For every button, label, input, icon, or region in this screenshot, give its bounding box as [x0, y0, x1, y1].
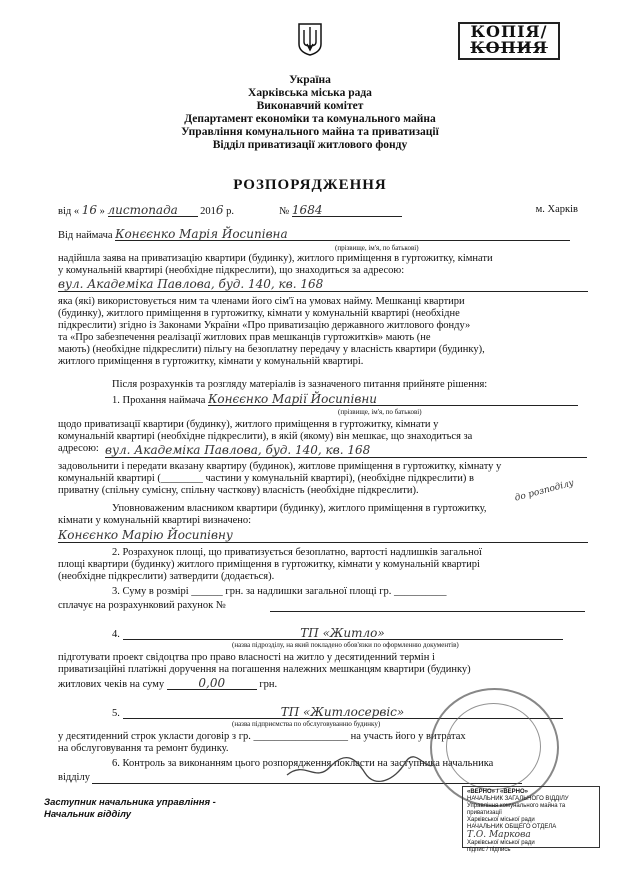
para3-line-3: адресою: [58, 443, 99, 454]
handwritten-note: до розподілу [513, 478, 576, 504]
item6: 6. Контроль за виконанням цього розпорядження покласти на заступника начальника [112, 758, 494, 769]
copy-stamp [458, 22, 560, 60]
item2-line-1: 2. Розрахунок площі, що приватизується безоплатно, вартості надлишків загальної [112, 547, 482, 558]
item5-caption: (назва підприємства по обслуговуванню будинку) [232, 720, 381, 728]
address2-field: вул. Академіка Павлова, буд. 140, кв. 168 [105, 443, 587, 458]
header-country: Україна [289, 74, 331, 86]
decision-intro: Після розрахунків та розгляду матеріалів із зазначеного питання прийняте рішення: [112, 379, 488, 390]
item1-line [112, 393, 587, 407]
stamp-signatory: Т.О. Маркова [467, 830, 531, 840]
para7-line-1: у десятиденний строк укласти договір з гр. __________________ на участь його у витратах [58, 731, 466, 742]
stamp-line-8: підпис / підпись [467, 847, 511, 853]
item2 [58, 547, 588, 583]
checks-label: житлових чеків на суму [58, 679, 165, 690]
date-day: 16 [81, 203, 97, 217]
tenant-name: Конєєнко Марія Йосипівна [115, 228, 570, 241]
para7-line-2: на обслуговування та ремонт будинку. [58, 743, 229, 754]
para1-line-2: у комунальній квартирі (необхідне підкреслити), що знаходиться за адресою: [58, 265, 405, 276]
footer-signature-block [44, 797, 216, 821]
date-year-prefix: 201 [200, 206, 216, 217]
para5-line-1: Уповноваженим власником квартири (будинку), житлого приміщення в гуртожитку, [112, 503, 487, 514]
item1-name: Конєєнко Марії Йосипівни [208, 393, 578, 406]
stamp-line-4: Харківської міської ради [467, 817, 535, 823]
item6b: відділу [58, 772, 90, 783]
header-committee: Виконавчий комітет [256, 100, 364, 112]
item5-value: ТП «Житлосервіс» [123, 706, 563, 719]
checks-unit: грн. [259, 679, 278, 690]
checks-value: 0,00 [167, 677, 257, 690]
item4-line [112, 627, 587, 641]
item1-label: 1. Прохання наймача [112, 395, 206, 406]
item2-line-3: (необхідне підкреслити) затвердити (додається). [58, 571, 275, 582]
stamp-line-1: «ВЕРНО» / «ВЕРНО» [467, 789, 529, 795]
item2-line-2: площі квартири (будинку) житлого приміщення в гуртожитку, кімнати у комунальній квартирі [58, 559, 480, 570]
stamp-line-7: Харківської міської ради [467, 840, 535, 846]
para2-line-5: мають) (необхідне підкреслити) пільгу на безоплатну передачу у власність квартири (будинку), [58, 344, 485, 355]
document-title: РОЗПОРЯДЖЕННЯ [233, 177, 387, 193]
tenant-line [58, 228, 588, 242]
para5-line-2: кімнати у комунальній квартирі визначено: [58, 515, 252, 526]
owner-field: Конєєнко Марію Йосипівну [58, 528, 588, 543]
header-division: Відділ приватизації житлового фонду [212, 139, 408, 151]
copy-stamp-line-1: КОПІЯ/ [470, 22, 548, 41]
date-year-suffix: р. [226, 206, 235, 217]
tenant-caption: (прізвище, ім'я, по батькові) [335, 244, 419, 252]
para5 [58, 503, 588, 527]
para2-line-4: та «Про забезпечення реалізації житлових прав мешканців гуртожитків» мають (не [58, 332, 431, 343]
date-mid: » [99, 206, 105, 217]
copy-stamp-line-2: КОПИЯ [470, 38, 548, 57]
header-directorate: Управління комунального майна та приватизації [181, 126, 439, 138]
stamp-line-3: Управління комунального майна та приватизації [467, 803, 566, 816]
verified-stamp [462, 786, 600, 853]
date-month: листопада [108, 204, 198, 217]
para2-line-6: житлого приміщення в гуртожитку, кімнати у комунальній квартирі. [58, 356, 364, 367]
city: м. Харків [535, 204, 578, 215]
item5-label: 5. [112, 708, 120, 719]
para3-line-2: комунальній квартирі (необхідне підкреслити), в якій (якому) він мешкає, що знаходиться за [58, 431, 473, 442]
number-label: № [279, 206, 290, 217]
para2 [58, 296, 588, 368]
item3-line: 3. Суму в розмірі ______ грн. за надлишки загальної площі гр. __________ [112, 586, 447, 597]
tenant-label: Від наймача [58, 230, 113, 241]
para3-line-1: щодо приватизації квартири (будинку), житлого приміщення в гуртожитку, кімнати у [58, 419, 439, 430]
trident-emblem-icon [297, 22, 323, 56]
header-department: Департамент економіки та комунального майна [184, 113, 436, 125]
para1-line-1: надійшла заява на приватизацію квартири (будинку), житлого приміщення в гуртожитку, кімнати [58, 253, 493, 264]
item3-line2: сплачує на розрахунковий рахунок № [58, 600, 226, 611]
address-field: вул. Академіка Павлова, буд. 140, кв. 168 [58, 277, 588, 292]
footer-line-2: Начальник відділу [44, 809, 132, 820]
order-number: 1684 [292, 204, 402, 217]
header-council: Харківська міська рада [248, 87, 372, 99]
para2-line-2: (будинку), житлого приміщення в гуртожитку, кімнати у комунальній квартирі (необхідне [58, 308, 460, 319]
stamp-line-2: НАЧАЛЬНИК ЗАГАЛЬНОГО ВІДДІЛУ [467, 796, 569, 802]
para4-line-3: приватну (спільну сумісну, спільну часткову) власність (необхідне підкреслити). [58, 485, 419, 496]
item4-caption: (назва підрозділу, на який покладено обов'язки по оформленню документів) [232, 641, 459, 649]
para3 [58, 419, 588, 443]
para4 [58, 461, 593, 497]
stamp-line-5: НАЧАЛЬНИК ОБЩЕГО ОТДЕЛА [467, 824, 557, 830]
date-prefix: від « [58, 206, 80, 217]
para4-line-1: задовольнити і передати вказану квартиру (будинок), житлове приміщення в гуртожитку, кімнату у [58, 461, 502, 472]
footer-line-1: Заступник начальника управління - [44, 797, 216, 808]
date-line [58, 204, 578, 220]
para2-line-3: підкреслити) згідно із Законами України «Про приватизацію державного житлового фонду» [58, 320, 471, 331]
para6-line-1: підготувати проект свідоцтва про право власності на житло у десятиденний термін і [58, 652, 435, 663]
para6-line-2: приватизаційні платіжні доручення на погашення належних мешканцям квартири (будинку) [58, 664, 471, 675]
para1 [58, 253, 588, 277]
signature-icon [285, 755, 435, 790]
header-block [0, 74, 620, 152]
para6 [58, 652, 588, 676]
para2-line-1: яка (які) використовується ним та членами його сім'ї на умовах найму. Мешканці квартири [58, 296, 465, 307]
account-underline [270, 611, 585, 612]
date-year: 6 [215, 203, 224, 217]
item1-caption: (прізвище, ім'я, по батькові) [338, 408, 422, 416]
item4-value: ТП «Житло» [123, 627, 563, 640]
checks-line [58, 677, 277, 691]
para4-line-2: комунальній квартирі (________ частини у комунальній квартирі), (необхідне підкреслити) в [58, 473, 474, 484]
item4-label: 4. [112, 629, 120, 640]
